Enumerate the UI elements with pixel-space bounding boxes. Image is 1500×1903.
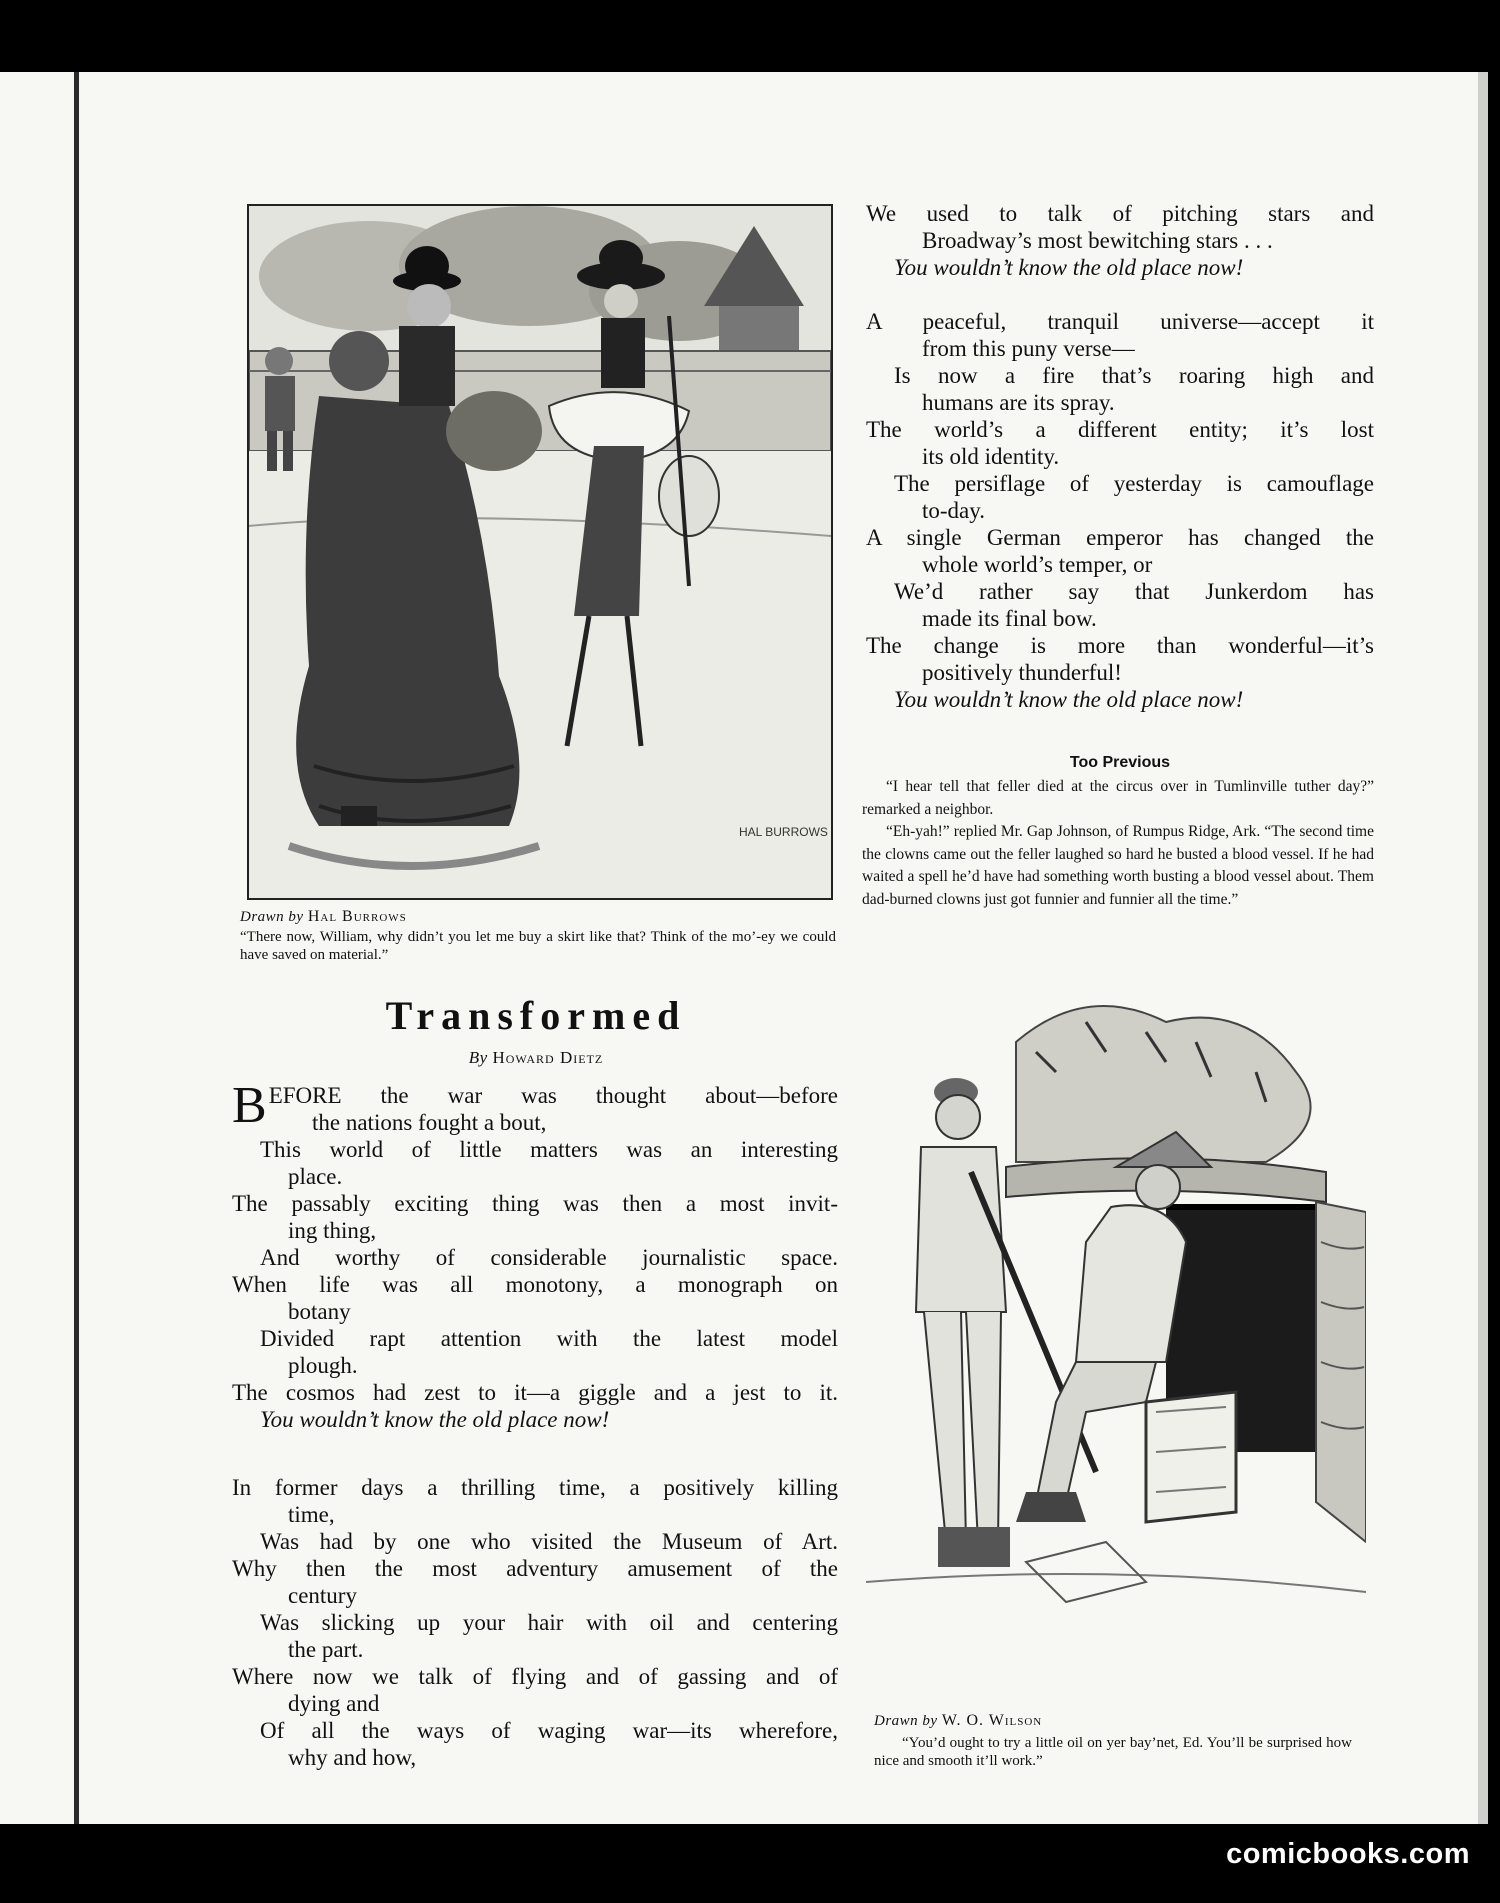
cartoon-signature: HAL BURROWS — [739, 825, 828, 839]
poem-stanza-3 — [866, 308, 1374, 713]
verse-line: And worthy of considerable journalistic space. — [260, 1245, 838, 1270]
verse-line: botany — [288, 1299, 351, 1324]
verse-line: Was had by one who visited the Museum of Art. — [260, 1529, 838, 1554]
cartoon-drawing-couple-and-flapper — [249, 206, 831, 898]
verse-line: The passably exciting thing was then a most invit- — [232, 1191, 838, 1216]
cartoon-2-caption: “You’d ought to try a little oil on yer bay’net, Ed. You’ll be surprised how nice and smooth it’ll work.” — [874, 1735, 1352, 1769]
verse-line: Broadway’s most bewitching stars . . . — [922, 228, 1273, 253]
verse-line: When life was all monotony, a monograph on — [232, 1272, 838, 1297]
verse-line: from this puny verse— — [922, 336, 1135, 361]
poem-author: Howard Dietz — [492, 1048, 604, 1067]
verse-line: the part. — [288, 1637, 364, 1662]
poem-byline — [232, 1048, 840, 1068]
cartoon-drawing-soldiers-at-dugout — [866, 982, 1366, 1702]
anecdote-paragraph: “Eh-yah!” replied Mr. Gap Johnson, of Rumpus Ridge, Ark. “The second time the clowns came out the feller laughed so hard he busted a blood vessel. If he had waited a spell he’d have had something worth busting a blood vessel about. Them dad-burned clowns just got funnier and funnier all the time.” — [862, 823, 1374, 908]
verse-line: its old identity. — [922, 444, 1060, 469]
verse-line: ing thing, — [288, 1218, 377, 1243]
drop-cap: B — [232, 1077, 267, 1134]
verse-line: made its final bow. — [922, 606, 1097, 631]
magazine-page — [0, 72, 1488, 1824]
verse-line: We’d rather say that Junkerdom has — [894, 579, 1374, 604]
verse-line: The cosmos had zest to it—a giggle and a jest to it. — [232, 1380, 838, 1405]
verse-line: The persiflage of yesterday is camouflage — [894, 471, 1374, 496]
verse-line: Where now we talk of flying and of gassing and of — [232, 1664, 838, 1689]
page-edge — [1478, 72, 1488, 1824]
anecdote-paragraph: “I hear tell that feller died at the circus over in Tumlinville tuther day?” remarked a neighbor. — [862, 778, 1374, 818]
verse-line: dying and — [288, 1691, 380, 1716]
verse-line: This world of little matters was an interesting — [260, 1137, 838, 1162]
verse-line: the nations fought a bout, — [312, 1110, 547, 1135]
verse-line: whole world’s temper, or — [922, 552, 1153, 577]
cartoon-1-credit — [240, 908, 840, 926]
poem-refrain: You wouldn’t know the old place now! — [894, 687, 1244, 712]
credit-prefix: Drawn by — [874, 1713, 938, 1729]
verse-line: We used to talk of pitching stars and — [866, 201, 1374, 226]
byline-prefix: By — [468, 1048, 488, 1067]
anecdote-body — [862, 776, 1374, 911]
verse-line: Is now a fire that’s roaring high and — [894, 363, 1374, 388]
verse-line: A single German emperor has changed the — [866, 525, 1374, 550]
verse-line: Why then the most adventury amusement of the — [232, 1556, 838, 1581]
verse-line: B EFORE the war was thought about—before — [232, 1077, 838, 1134]
poem-stanza-2-continued — [866, 200, 1374, 281]
verse-line: Was slicking up your hair with oil and centering — [260, 1610, 838, 1635]
verse-line: plough. — [288, 1353, 358, 1378]
cartoon-2-credit — [874, 1712, 1374, 1730]
verse-line: Divided rapt attention with the latest model — [260, 1326, 838, 1351]
verse-line: In former days a thrilling time, a positively killing — [232, 1475, 838, 1500]
page-spine — [74, 72, 79, 1824]
credit-artist-name: Hal Burrows — [307, 908, 407, 925]
anecdote-title: Too Previous — [1069, 754, 1171, 771]
verse-line: Of all the ways of waging war—its wherefore, — [260, 1718, 838, 1743]
verse-line: humans are its spray. — [922, 390, 1115, 415]
credit-prefix: Drawn by — [240, 909, 304, 925]
cartoon-illustration-1 — [247, 204, 833, 900]
verse-line: century — [288, 1583, 357, 1608]
cartoon-1-caption: “There now, William, why didn’t you let me buy a skirt like that? Think of the mo’-ey we could have saved on material.” — [240, 929, 836, 963]
verse-line: why and how, — [288, 1745, 417, 1770]
poem-stanza-1 — [232, 1077, 838, 1433]
verse-line: positively thunderful! — [922, 660, 1122, 685]
poem-refrain: You wouldn’t know the old place now! — [894, 255, 1244, 280]
site-watermark: comicbooks.com — [1226, 1838, 1470, 1870]
credit-artist-name: W. O. Wilson — [941, 1712, 1043, 1729]
verse-line: A peaceful, tranquil universe—accept it — [866, 309, 1374, 334]
verse-line: The world’s a different entity; it’s lost — [866, 417, 1374, 442]
verse-line: to-day. — [922, 498, 986, 523]
verse-line: place. — [288, 1164, 343, 1189]
verse-line: The change is more than wonderful—it’s — [866, 633, 1374, 658]
poem-refrain: You wouldn’t know the old place now! — [260, 1407, 610, 1432]
cartoon-illustration-2 — [866, 982, 1366, 1702]
verse-line: time, — [288, 1502, 335, 1527]
poem-stanza-2 — [232, 1474, 838, 1771]
poem-title: Transformed — [385, 993, 687, 1038]
